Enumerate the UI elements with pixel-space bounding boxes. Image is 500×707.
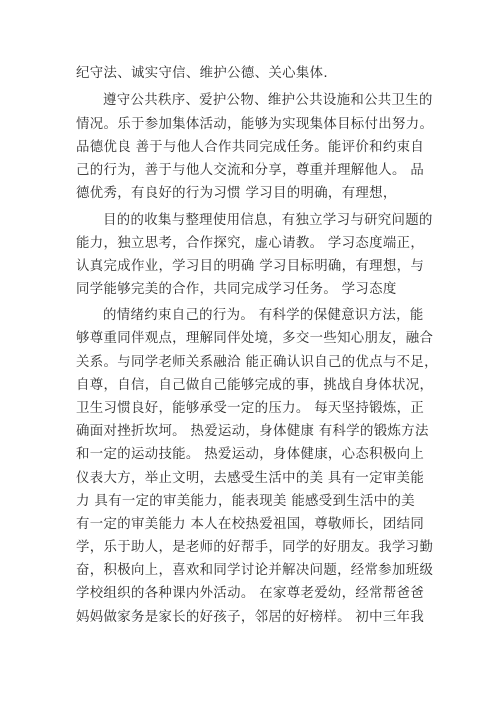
text-line: 卫生习惯良好，能够承受一定的压力。 每天坚持锻炼，正 — [76, 401, 425, 416]
text-line: 德优秀，有良好的行为习惯 学习目的明确，有理想， — [76, 186, 397, 201]
text-line: 自尊，自信，自己做自己能够完成的事，挑战自身体状况， — [76, 378, 434, 393]
text-line: 情况。乐于参加集体活动，能够为实现集体目标付出努力。 — [76, 117, 434, 132]
text-line: 和一定的运动技能。 热爱运动，身体健康，心态积极向上 — [76, 447, 425, 462]
text-line: 仪表大方，举止文明，去感受生活中的美 具有一定审美能 — [76, 471, 425, 486]
text-line: 妈妈做家务是家长的好孩子，邻居的好榜样。 初中三年我 — [76, 610, 425, 625]
text-line: 力 具有一定的审美能力，能表现美 能感受到生活中的美 — [76, 494, 415, 509]
text-line: 同学能够完美的合作，共同完成学习任务。 学习态度 — [76, 282, 397, 297]
text-line: 的情绪约束自己的行为。 有科学的保健意识方法，能 — [103, 308, 424, 323]
text-line: 己的行为，善于与他人交流和分享，尊重并理解他人。 品 — [76, 163, 425, 178]
text-line: 品德优良 善于与他人合作共同完成任务。能评价和约束自 — [76, 140, 425, 155]
text-line: 遵守公共秩序、爱护公物、维护公共设施和公共卫生的 — [103, 93, 433, 108]
text-line: 学，乐于助人，是老师的好帮手，同学的好朋友。我学习勤 — [76, 540, 434, 555]
text-line: 纪守法、诚实守信、维护公德、关心集体. — [76, 66, 328, 81]
text-line: 有一定的审美能力 本人在校热爱祖国，尊敬师长，团结同 — [76, 517, 425, 532]
text-line: 认真完成作业，学习目的明确 学习目标明确，有理想，与 — [76, 259, 425, 274]
text-line: 够尊重同伴观点，理解同伴处境，多交一些知心朋友，融合 — [76, 331, 434, 346]
text-line: 关系。与同学老师关系融洽 能正确认识自己的优点与不足， — [76, 355, 438, 370]
text-line: 确面对挫折坎坷。 热爱运动，身体健康 有科学的锻炼方法 — [76, 424, 429, 439]
text-line: 奋，积极向上，喜欢和同学讨论并解决问题，经常参加班级 — [76, 563, 434, 578]
text-line: 能力，独立思考，合作探究，虚心请教。 学习态度端正， — [76, 236, 425, 251]
text-line: 学校组织的各种课内外活动。 在家尊老爱幼，经常帮爸爸 — [76, 586, 425, 601]
text-line: 目的的收集与整理使用信息，有独立学习与研究问题的 — [103, 213, 433, 228]
